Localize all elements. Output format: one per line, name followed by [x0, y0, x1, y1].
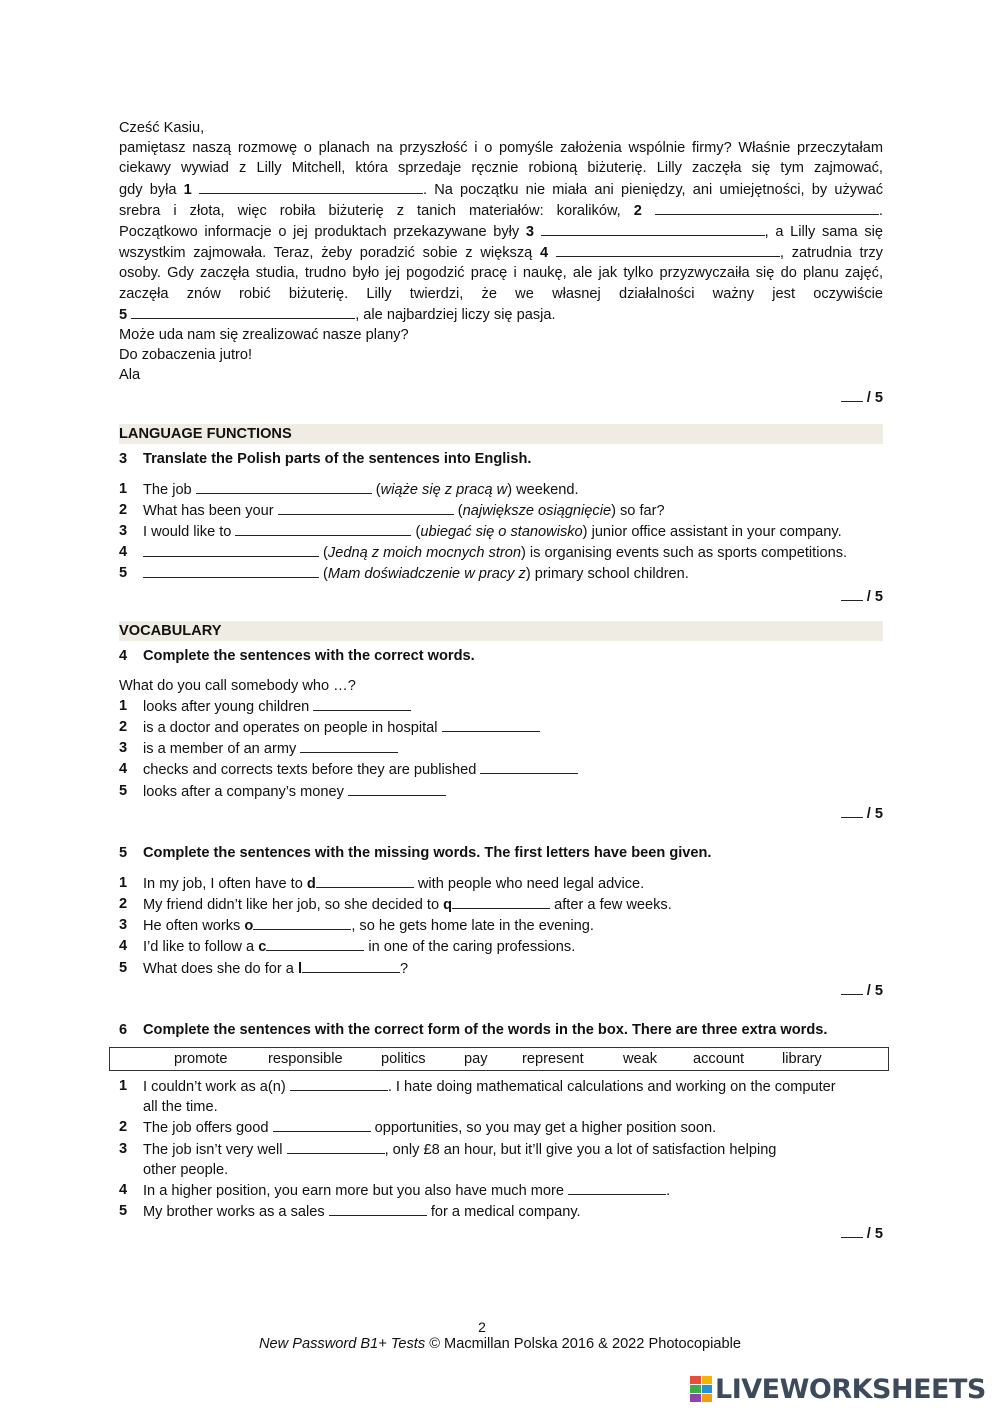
letter-line: pamiętasz naszą rozmowę o planach na przyszłość i o pomyśle założenia wspólnie firmy? Właśnie przeczytałam: [119, 140, 883, 157]
word-box-item: responsible: [268, 1051, 343, 1067]
polish-phrase: ubiegać się o stanowisko: [420, 524, 583, 541]
task-6-title: [119, 1020, 883, 1040]
answer-blank-3[interactable]: [541, 221, 765, 236]
task-number: 3: [119, 450, 128, 467]
first-letter: q: [443, 897, 453, 914]
answer-blank-5[interactable]: [131, 304, 355, 319]
item-text: is a doctor and operates on people in hospital: [143, 720, 438, 737]
word-box-item: pay: [464, 1051, 488, 1067]
list-item: [119, 936, 883, 957]
item-number: 4: [119, 938, 128, 955]
answer-blank[interactable]: [329, 1201, 427, 1216]
answer-blank[interactable]: [273, 1117, 371, 1132]
item-text: In a higher position, you earn more but you also have much more: [143, 1182, 565, 1199]
item-number: 4: [119, 544, 128, 561]
list-item: [119, 894, 883, 915]
list-item: [119, 958, 883, 979]
item-text: for a medical company.: [430, 1204, 581, 1221]
polish-phrase: wiąże się z pracą w: [380, 481, 508, 498]
list-item: [119, 717, 883, 738]
letter: [119, 118, 883, 408]
word-box: [109, 1047, 889, 1071]
item-text: My friend didn’t like her job, so she decided to: [143, 897, 440, 914]
first-letter: l: [297, 960, 303, 977]
letter-line: [119, 179, 883, 200]
score-box[interactable]: [119, 587, 883, 607]
word-box-item: account: [693, 1051, 745, 1067]
task-3-items: [119, 479, 883, 585]
letter-text: , ale najbardziej liczy się pasja.: [355, 306, 556, 323]
list-item: [119, 1139, 883, 1180]
item-text: . I hate doing mathematical calculations and working on the computer: [387, 1078, 836, 1095]
list-item: [119, 738, 883, 759]
item-number: 4: [119, 761, 128, 778]
letter-line: zaczęła znów robić biżuterię. Lilly twierdzi, że we własnej działalności ważny jest oczywiście: [119, 285, 883, 302]
score-box[interactable]: [119, 1224, 883, 1244]
item-number: 5: [119, 959, 128, 976]
answer-blank[interactable]: [316, 873, 414, 888]
item-text: In my job, I often have to: [143, 875, 303, 892]
answer-blank-2[interactable]: [655, 200, 879, 215]
list-item: [119, 873, 883, 894]
word-box-item: library: [782, 1051, 822, 1067]
score-blank[interactable]: [841, 388, 863, 402]
answer-blank[interactable]: [287, 1139, 385, 1154]
item-text: .: [666, 1182, 671, 1199]
answer-blank[interactable]: [480, 759, 578, 774]
score-label: / 5: [866, 982, 883, 999]
item-text: ) primary school children.: [525, 566, 689, 583]
score-label: / 5: [866, 805, 883, 822]
item-number: 4: [119, 1181, 128, 1198]
gap-number: 2: [633, 202, 642, 219]
letter-line: [119, 200, 883, 221]
polish-phrase: największe osiągnięcie: [462, 502, 612, 519]
footer-copyright: [0, 1336, 1000, 1352]
first-letter: c: [258, 939, 267, 956]
answer-blank[interactable]: [302, 958, 400, 973]
score-label: / 5: [866, 1226, 883, 1243]
task-instruction: Complete the sentences with the missing words. The first letters have been given.: [143, 844, 712, 861]
book-title: New Password B1+ Tests: [259, 1336, 426, 1352]
item-text: ) is organising events such as sports competitions.: [520, 545, 848, 562]
item-text: My brother works as a sales: [143, 1204, 325, 1221]
item-number: 1: [119, 874, 128, 891]
first-letter: d: [306, 875, 316, 892]
answer-blank-4[interactable]: [556, 242, 780, 257]
gap-number: 5: [119, 306, 128, 323]
answer-blank[interactable]: [452, 894, 550, 909]
list-item: [119, 1180, 883, 1201]
item-text: with people who need legal advice.: [417, 875, 645, 892]
task-instruction: Translate the Polish parts of the sentences into English.: [143, 450, 532, 467]
word-box-item: weak: [623, 1051, 658, 1067]
letter-line: [119, 304, 883, 325]
item-number: 3: [119, 523, 128, 540]
item-text: in one of the caring professions.: [368, 939, 576, 956]
item-text: ?: [400, 960, 409, 977]
list-item: [119, 696, 883, 717]
item-text: opportunities, so you may get a higher position soon.: [374, 1120, 717, 1137]
copyright-text: © Macmillan Polska 2016 & 2022 Photocopiable: [429, 1336, 741, 1352]
item-text: is a member of an army: [143, 741, 297, 758]
score-blank[interactable]: [841, 981, 863, 995]
answer-blank[interactable]: [235, 521, 411, 536]
answer-blank[interactable]: [290, 1076, 388, 1091]
answer-blank[interactable]: [143, 563, 319, 578]
item-text: , so he gets home late in the evening.: [351, 918, 594, 935]
task-instruction: Complete the sentences with the correct words.: [143, 647, 475, 664]
list-item: [119, 1117, 883, 1138]
item-number: 2: [119, 1119, 128, 1136]
score-box[interactable]: [119, 388, 883, 408]
task-4-items: [119, 696, 883, 802]
item-text: The job isn’t very well: [143, 1141, 283, 1158]
item-text: ) junior office assistant in your company.: [582, 524, 842, 541]
item-number: 2: [119, 896, 128, 913]
section-heading-vocabulary: VOCABULARY: [119, 621, 883, 641]
item-text: The job: [143, 481, 192, 498]
item-text: I would like to: [143, 524, 232, 541]
item-text: ) weekend.: [507, 481, 579, 498]
score-box[interactable]: [119, 981, 883, 1001]
polish-phrase: Mam doświadczenie w pracy z: [327, 566, 526, 583]
answer-blank[interactable]: [442, 717, 540, 732]
list-item: [119, 1201, 883, 1222]
answer-blank[interactable]: [568, 1180, 666, 1195]
list-item: [119, 915, 883, 936]
word-box-item: politics: [381, 1051, 426, 1067]
item-number: 3: [119, 917, 128, 934]
list-item: [119, 759, 883, 780]
polish-phrase: Jedną z moich mocnych stron: [327, 545, 521, 562]
list-item: 5 (Mam doświadczenie w pracy z) primary school children.: [119, 563, 883, 584]
answer-blank[interactable]: [313, 696, 411, 711]
score-box[interactable]: [119, 804, 883, 824]
liveworksheets-brand[interactable]: [690, 1374, 986, 1404]
brand-name: LIVEWORKSHEETS: [715, 1373, 986, 1405]
item-text: all the time.: [143, 1099, 218, 1116]
list-item: 2 What has been your (największe osiągnięcie) so far?: [119, 500, 883, 521]
item-text: after a few weeks.: [554, 897, 672, 914]
item-number: 1: [119, 697, 128, 714]
gap-number: 3: [525, 224, 534, 241]
task-6-items: [119, 1076, 883, 1222]
letter-line: [119, 221, 883, 242]
list-item: 1 The job (wiąże się z pracą w) weekend.: [119, 479, 883, 500]
letter-text: srebra i złota, więc robiła biżuterię z tanich materiałów: koralików,: [119, 202, 621, 219]
item-text: checks and corrects texts before they are published: [143, 762, 477, 779]
item-text: , only £8 an hour, but it’ll give you a lot of satisfaction helping: [384, 1141, 777, 1158]
word-box-item: represent: [522, 1051, 584, 1067]
answer-blank[interactable]: [253, 915, 351, 930]
letter-line: Do zobaczenia jutro!: [119, 347, 253, 364]
list-item: [119, 781, 883, 802]
item-number: 5: [119, 565, 128, 582]
item-number: 2: [119, 501, 128, 518]
task-4-title: [119, 646, 883, 666]
letter-line: Może uda nam się zrealizować nasze plany?: [119, 327, 409, 344]
task-number: 6: [119, 1021, 128, 1038]
item-text: other people.: [143, 1161, 229, 1178]
task-instruction: Complete the sentences with the correct form of the words in the box. There are three extra words.: [143, 1021, 828, 1038]
liveworksheets-logo-icon: [690, 1376, 712, 1402]
letter-signature: Ala: [119, 367, 141, 384]
letter-line: osoby. Gdy zaczęła studia, trudno było jej pogodzić pracę i naukę, ale jak tylko przyzwyczaiła się do planu zajęć,: [119, 265, 883, 282]
item-number: 1: [119, 480, 128, 497]
item-number: 2: [119, 719, 128, 736]
item-number: 5: [119, 782, 128, 799]
answer-blank[interactable]: [300, 738, 398, 753]
letter-text: gdy była: [119, 181, 177, 198]
task-5-title: [119, 843, 883, 863]
gap-number: 1: [183, 181, 192, 198]
answer-blank[interactable]: [348, 781, 446, 796]
task-intro: What do you call somebody who …?: [119, 677, 356, 694]
answer-blank[interactable]: [196, 479, 372, 494]
task-3-title: [119, 449, 883, 469]
item-text: ) so far?: [611, 502, 665, 519]
item-number: 3: [119, 740, 128, 757]
task-number: 5: [119, 844, 128, 861]
item-number: 1: [119, 1077, 128, 1094]
item-text: The job offers good: [143, 1120, 269, 1137]
answer-blank[interactable]: [266, 936, 364, 951]
letter-text: , a Lilly sama się: [764, 224, 883, 241]
section-heading-language-functions: LANGUAGE FUNCTIONS: [119, 424, 883, 444]
letter-greeting: Cześć Kasiu,: [119, 120, 205, 136]
letter-text: .: [878, 202, 883, 219]
score-blank[interactable]: [841, 1224, 863, 1238]
task-number: 4: [119, 647, 128, 664]
word-box-item: promote: [174, 1051, 228, 1067]
letter-text: Początkowo informacje o jej produktach przekazywane były: [119, 224, 520, 241]
score-blank[interactable]: [841, 804, 863, 818]
list-item: 4 (Jedną z moich mocnych stron) is organising events such as sports competitions.: [119, 542, 883, 563]
first-letter: o: [244, 918, 254, 935]
gap-number: 4: [540, 245, 549, 262]
letter-line: ciekawy wywiad z Lilly Mitchell, która sprzedaje ręcznie robioną biżuterię. Lilly zaczęła się tym zajmować,: [119, 160, 883, 177]
list-item: 3 I would like to (ubiegać się o stanowisko) junior office assistant in your company.: [119, 521, 883, 542]
task-5-items: [119, 873, 883, 979]
page-number: 2: [478, 1319, 486, 1335]
list-item: [119, 1076, 883, 1117]
item-text: He often works: [143, 918, 241, 935]
score-label: / 5: [866, 588, 883, 605]
answer-blank-1[interactable]: [199, 179, 423, 194]
item-text: I couldn’t work as a(n): [143, 1078, 286, 1095]
item-text: What does she do for a: [143, 960, 294, 977]
item-text: looks after young children: [143, 698, 310, 715]
item-number: 3: [119, 1140, 128, 1157]
letter-text: . Na początku nie miała ani pieniędzy, ani umiejętności, by używać: [422, 181, 884, 198]
item-text: I’d like to follow a: [143, 939, 255, 956]
score-label: / 5: [866, 389, 883, 406]
item-number: 5: [119, 1203, 128, 1220]
answer-blank[interactable]: [278, 500, 454, 515]
worksheet-page: [119, 118, 883, 1244]
item-text: looks after a company’s money: [143, 783, 344, 800]
score-blank[interactable]: [841, 587, 863, 601]
item-text: What has been your: [143, 502, 274, 519]
letter-line: [119, 242, 883, 263]
letter-text: wszystkim zajmowała. Teraz, żeby poradzić sobie z większą: [119, 245, 533, 262]
letter-text: , zatrudnia trzy: [779, 245, 883, 262]
answer-blank[interactable]: [143, 542, 319, 557]
